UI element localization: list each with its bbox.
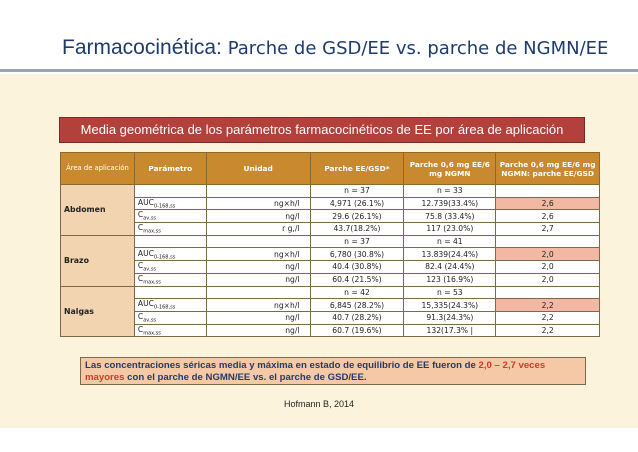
- n-cell: n = 37: [310, 185, 404, 198]
- n-cell: n = 33: [404, 185, 496, 198]
- area-cell: Abdomen: [61, 185, 135, 236]
- param-cell: $AUC_{0-168,ss}$: [134, 197, 206, 210]
- ngmn-cell: 13.839(24.4%): [404, 248, 496, 261]
- title-sub: Parche de GSD/EE vs. parche de NGMN/EE: [227, 38, 609, 59]
- ngmn-cell: 123 (16.9%): [404, 273, 496, 286]
- table-row: [61, 185, 600, 198]
- param-cell: $AUC_{0-168,ss}$: [134, 248, 206, 261]
- unit-cell: ng/l: [206, 311, 310, 324]
- n-cell: n = 42: [310, 286, 404, 299]
- ratio-cell: 2,0: [496, 273, 600, 286]
- section-banner: Media geométrica de los parámetros farmacocinéticos de EE por área de aplicación: [59, 117, 585, 143]
- n-cell: n = 37: [310, 235, 404, 248]
- ngmn-cell: 75.8 (33.4%): [404, 210, 496, 223]
- gsd-cell: 40.7 (28.2%): [310, 311, 404, 324]
- unit-cell: ng×h/l: [206, 248, 310, 261]
- param-cell: $C_{max,ss}$: [134, 324, 206, 337]
- ngmn-cell: 91.3(24.3%): [404, 311, 496, 324]
- gsd-cell: 4,971 (26.1%): [310, 197, 404, 210]
- citation: Hofmann B, 2014: [283, 399, 355, 409]
- ratio-cell: 2,6: [496, 197, 600, 210]
- param-cell: $AUC_{0-168,ss}$: [134, 299, 206, 312]
- gsd-cell: 29.6 (26.1%): [310, 210, 404, 223]
- title-divider: [0, 69, 638, 72]
- gsd-cell: 60.7 (19.6%): [310, 324, 404, 337]
- title-main: Farmacocinética:: [62, 36, 222, 59]
- unit-cell: ng/l: [206, 273, 310, 286]
- table-row: [61, 273, 600, 286]
- ngmn-cell: 117 (23.0%): [404, 223, 496, 236]
- n-cell: n = 53: [404, 286, 496, 299]
- table-row: [61, 248, 600, 261]
- param-cell: $C_{av,ss}$: [134, 261, 206, 274]
- header-area: Área de aplicación: [61, 153, 135, 185]
- area-cell: Nalgas: [61, 286, 135, 337]
- table-row: [61, 311, 600, 324]
- conclusion-mayores: mayores: [85, 372, 125, 383]
- table-row: [61, 286, 600, 299]
- page-title: [62, 36, 608, 60]
- conclusion-range: 2,0 – 2,7 veces: [478, 360, 546, 371]
- gsd-cell: 43.7(18.2%): [310, 223, 404, 236]
- param-cell: $C_{av,ss}$: [134, 210, 206, 223]
- unit-cell: ng/l: [206, 210, 310, 223]
- unit-cell: ng/l: [206, 324, 310, 337]
- ngmn-cell: 15,335(24.3%): [404, 299, 496, 312]
- unit-cell: ng×h/l: [206, 299, 310, 312]
- table-row: [61, 235, 600, 248]
- ratio-cell: 2,7: [496, 223, 600, 236]
- ratio-cell: 2,0: [496, 248, 600, 261]
- area-cell: Brazo: [61, 235, 135, 286]
- table-row: [61, 223, 600, 236]
- pk-table: [60, 152, 600, 337]
- ratio-cell: 2,2: [496, 324, 600, 337]
- table-row: [61, 210, 600, 223]
- param-cell: $C_{av,ss}$: [134, 311, 206, 324]
- header-gsd: Parche EE/GSD*: [310, 153, 404, 185]
- table-row: [61, 299, 600, 312]
- ratio-cell: 2,0: [496, 261, 600, 274]
- ngmn-cell: 82.4 (24.4%): [404, 261, 496, 274]
- table-row: [61, 261, 600, 274]
- table-row: [61, 197, 600, 210]
- conclusion-text-end: con el parche de NGMN/EE vs. el parche de GSD/EE.: [124, 372, 367, 383]
- gsd-cell: 6,845 (28.2%): [310, 299, 404, 312]
- header-ratio: Parche 0,6 mg EE/6 mg NGMN: parche EE/GSD: [496, 153, 600, 185]
- ratio-cell: 2,6: [496, 210, 600, 223]
- header-ngmn: Parche 0,6 mg EE/6 mg NGMN: [404, 153, 496, 185]
- unit-cell: r g,/l: [206, 223, 310, 236]
- gsd-cell: 40.4 (30.8%): [310, 261, 404, 274]
- header-parameter: Parámetro: [134, 153, 206, 185]
- unit-cell: ng×h/l: [206, 197, 310, 210]
- ratio-cell: 2,2: [496, 311, 600, 324]
- gsd-cell: 60.4 (21.5%): [310, 273, 404, 286]
- header-unit: Unidad: [206, 153, 310, 185]
- table-header-row: [61, 153, 600, 185]
- conclusion-text: Las concentraciones séricas media y máxima en estado de equilibrio de EE fueron de: [85, 360, 479, 371]
- table-row: [61, 324, 600, 337]
- conclusion-box: [80, 357, 586, 385]
- gsd-cell: 6,780 (30.8%): [310, 248, 404, 261]
- param-cell: $C_{max,ss}$: [134, 223, 206, 236]
- ngmn-cell: 132(17.3% |: [404, 324, 496, 337]
- ratio-cell: 2,2: [496, 299, 600, 312]
- param-cell: $C_{max,ss}$: [134, 273, 206, 286]
- unit-cell: ng/l: [206, 261, 310, 274]
- ngmn-cell: 12.739(33.4%): [404, 197, 496, 210]
- n-cell: n = 41: [404, 235, 496, 248]
